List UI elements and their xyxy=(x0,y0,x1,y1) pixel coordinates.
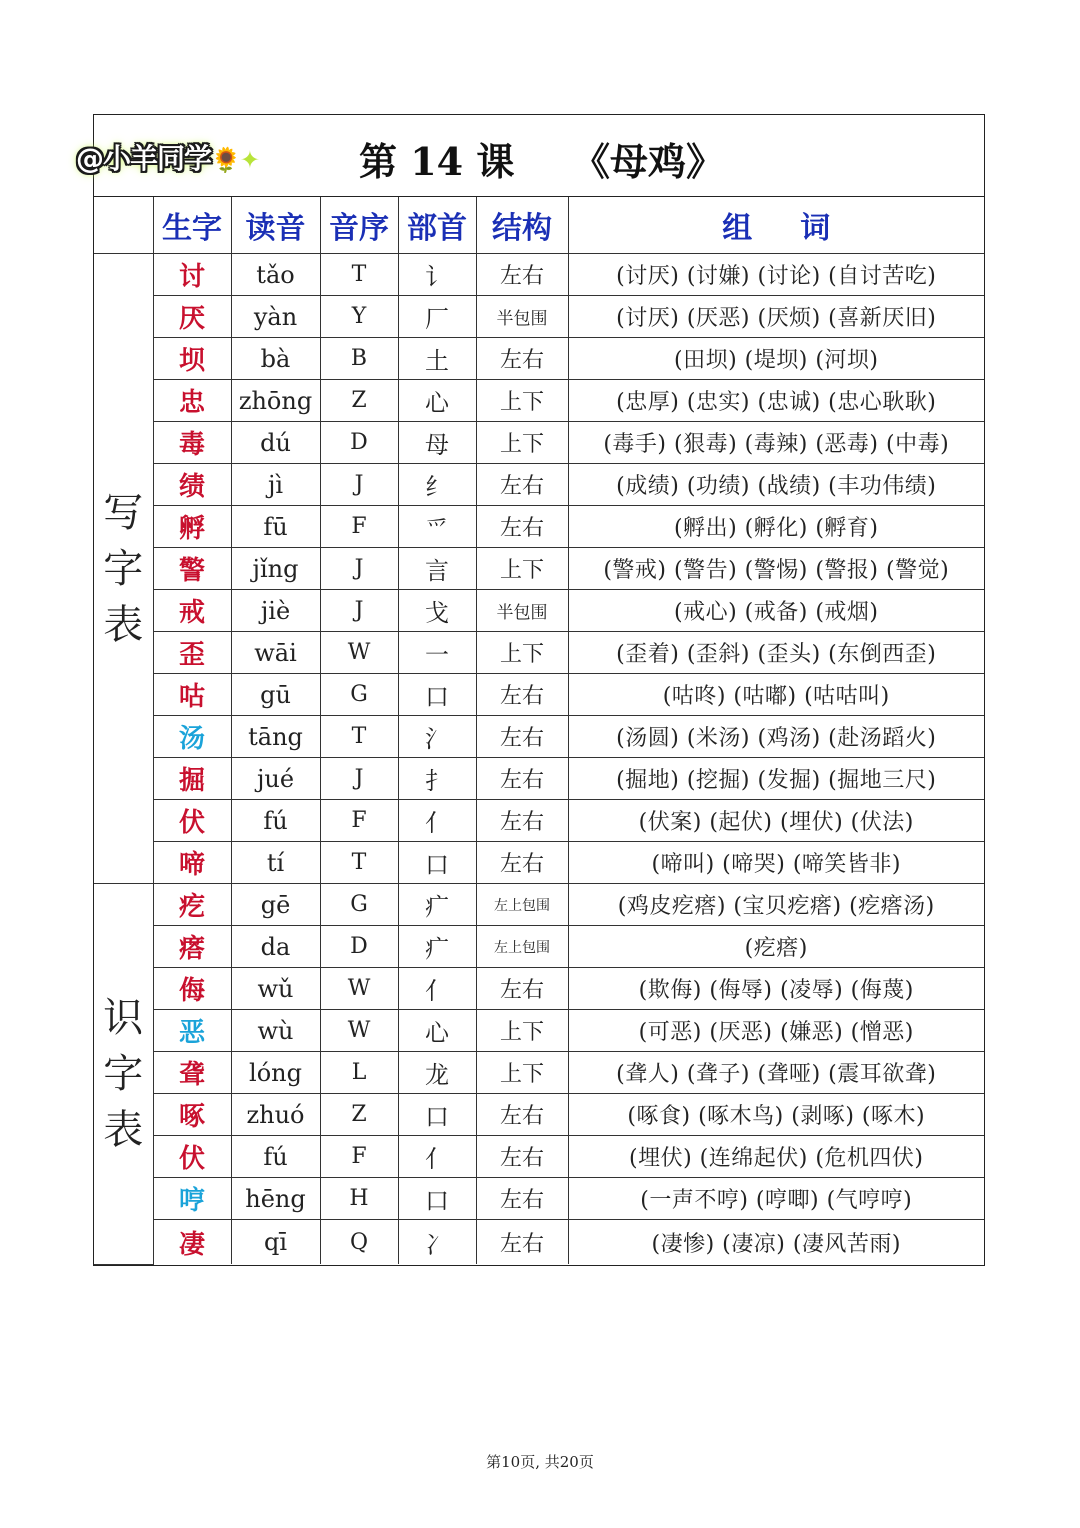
structure-cell: 左右 xyxy=(476,758,568,800)
header-char: 生字 xyxy=(153,197,231,254)
words-cell: (聋人) (聋子) (聋哑) (震耳欲聋) xyxy=(568,1052,984,1094)
char-cell: 毒 xyxy=(153,422,231,464)
words-cell: (孵出) (孵化) (孵育) xyxy=(568,506,984,548)
table-row xyxy=(94,338,984,380)
sunflower-icon: 🌻 xyxy=(211,146,240,174)
table-row xyxy=(94,548,984,590)
radical-cell: 龙 xyxy=(398,1052,476,1094)
char-cell: 掘 xyxy=(153,758,231,800)
order-cell: W xyxy=(320,1010,398,1052)
structure-cell: 左上包围 xyxy=(476,884,568,926)
table-row xyxy=(94,422,984,464)
order-cell: W xyxy=(320,968,398,1010)
structure-cell: 上下 xyxy=(476,1010,568,1052)
order-cell: Y xyxy=(320,296,398,338)
structure-cell: 左右 xyxy=(476,464,568,506)
order-cell: D xyxy=(320,422,398,464)
pinyin-cell: dú xyxy=(231,422,320,464)
structure-cell: 半包围 xyxy=(476,590,568,632)
char-cell: 厌 xyxy=(153,296,231,338)
table-row xyxy=(94,800,984,842)
order-cell: Z xyxy=(320,380,398,422)
structure-cell: 左右 xyxy=(476,1220,568,1265)
structure-cell: 上下 xyxy=(476,380,568,422)
words-cell: (掘地) (挖掘) (发掘) (掘地三尺) xyxy=(568,758,984,800)
structure-cell: 左右 xyxy=(476,1094,568,1136)
structure-cell: 上下 xyxy=(476,548,568,590)
char-cell: 孵 xyxy=(153,506,231,548)
char-cell: 坝 xyxy=(153,338,231,380)
pinyin-cell: jiè xyxy=(231,590,320,632)
pinyin-cell: lóng xyxy=(231,1052,320,1094)
char-cell: 汤 xyxy=(153,716,231,758)
pinyin-cell: bà xyxy=(231,338,320,380)
words-cell: (警戒) (警告) (警惕) (警报) (警觉) xyxy=(568,548,984,590)
order-cell: Q xyxy=(320,1220,398,1265)
table-row xyxy=(94,926,984,968)
radical-cell: 爫 xyxy=(398,506,476,548)
order-cell: W xyxy=(320,632,398,674)
words-cell: (可恶) (厌恶) (嫌恶) (憎恶) xyxy=(568,1010,984,1052)
words-cell: (啄食) (啄木鸟) (剥啄) (啄木) xyxy=(568,1094,984,1136)
table-row xyxy=(94,254,984,296)
char-cell: 侮 xyxy=(153,968,231,1010)
words-cell: (鸡皮疙瘩) (宝贝疙瘩) (疙瘩汤) xyxy=(568,884,984,926)
vocabulary-table xyxy=(94,197,984,1265)
char-cell: 哼 xyxy=(153,1178,231,1220)
structure-cell: 左右 xyxy=(476,674,568,716)
header-words xyxy=(568,197,984,254)
char-cell: 忠 xyxy=(153,380,231,422)
order-cell: J xyxy=(320,548,398,590)
words-cell: (忠厚) (忠实) (忠诚) (忠心耿耿) xyxy=(568,380,984,422)
section-char: 识 xyxy=(103,994,144,1041)
author-watermark xyxy=(76,137,259,177)
order-cell: F xyxy=(320,506,398,548)
pinyin-cell: gū xyxy=(231,674,320,716)
table-row xyxy=(94,632,984,674)
char-cell: 瘩 xyxy=(153,926,231,968)
radical-cell: 口 xyxy=(398,674,476,716)
words-cell: (戒心) (戒备) (戒烟) xyxy=(568,590,984,632)
structure-cell: 上下 xyxy=(476,1052,568,1094)
pinyin-cell: jì xyxy=(231,464,320,506)
structure-cell: 左右 xyxy=(476,968,568,1010)
char-cell: 伏 xyxy=(153,1136,231,1178)
radical-cell: 亻 xyxy=(398,1136,476,1178)
words-cell: (田坝) (堤坝) (河坝) xyxy=(568,338,984,380)
section-write-label xyxy=(94,254,153,884)
structure-cell: 左右 xyxy=(476,1178,568,1220)
pinyin-cell: jué xyxy=(231,758,320,800)
section-char: 字 xyxy=(103,1050,144,1097)
order-cell: F xyxy=(320,800,398,842)
table-row xyxy=(94,590,984,632)
order-cell: Z xyxy=(320,1094,398,1136)
table-row xyxy=(94,296,984,338)
order-cell: L xyxy=(320,1052,398,1094)
structure-cell: 左右 xyxy=(476,800,568,842)
pinyin-cell: tāng xyxy=(231,716,320,758)
sparkle-icon: ✦ xyxy=(239,146,260,174)
radical-cell: 心 xyxy=(398,1010,476,1052)
radical-cell: 母 xyxy=(398,422,476,464)
order-cell: T xyxy=(320,716,398,758)
order-cell: G xyxy=(320,884,398,926)
structure-cell: 左右 xyxy=(476,338,568,380)
table-row xyxy=(94,968,984,1010)
structure-cell: 左上包围 xyxy=(476,926,568,968)
char-cell: 恶 xyxy=(153,1010,231,1052)
words-cell: (啼叫) (啼哭) (啼笑皆非) xyxy=(568,842,984,884)
char-cell: 疙 xyxy=(153,884,231,926)
radical-cell: 厂 xyxy=(398,296,476,338)
radical-cell: 氵 xyxy=(398,716,476,758)
radical-cell: 口 xyxy=(398,1178,476,1220)
order-cell: T xyxy=(320,254,398,296)
radical-cell: 口 xyxy=(398,842,476,884)
radical-cell: 言 xyxy=(398,548,476,590)
words-cell: (汤圆) (米汤) (鸡汤) (赴汤蹈火) xyxy=(568,716,984,758)
pinyin-cell: zhuó xyxy=(231,1094,320,1136)
char-cell: 伏 xyxy=(153,800,231,842)
table-row xyxy=(94,1220,984,1265)
char-cell: 绩 xyxy=(153,464,231,506)
order-cell: D xyxy=(320,926,398,968)
order-cell: H xyxy=(320,1178,398,1220)
pinyin-cell: fú xyxy=(231,800,320,842)
table-row xyxy=(94,1052,984,1094)
pinyin-cell: wǔ xyxy=(231,968,320,1010)
pinyin-cell: tí xyxy=(231,842,320,884)
words-cell: (伏案) (起伏) (埋伏) (伏法) xyxy=(568,800,984,842)
radical-cell: 亻 xyxy=(398,968,476,1010)
words-cell: (讨厌) (讨嫌) (讨论) (自讨苦吃) xyxy=(568,254,984,296)
pinyin-cell: gē xyxy=(231,884,320,926)
words-cell: (咕咚) (咕嘟) (咕咕叫) xyxy=(568,674,984,716)
structure-cell: 半包围 xyxy=(476,296,568,338)
table-row xyxy=(94,1094,984,1136)
order-cell: B xyxy=(320,338,398,380)
structure-cell: 左右 xyxy=(476,1136,568,1178)
header-row xyxy=(94,197,984,254)
char-cell: 戒 xyxy=(153,590,231,632)
pinyin-cell: tǎo xyxy=(231,254,320,296)
words-cell: (埋伏) (连绵起伏) (危机四伏) xyxy=(568,1136,984,1178)
table-row xyxy=(94,506,984,548)
vocabulary-sheet xyxy=(76,114,985,1266)
pinyin-cell: yàn xyxy=(231,296,320,338)
order-cell: J xyxy=(320,758,398,800)
header-radical: 部首 xyxy=(398,197,476,254)
radical-cell: 一 xyxy=(398,632,476,674)
header-order: 音序 xyxy=(320,197,398,254)
radical-cell: 心 xyxy=(398,380,476,422)
header-pinyin: 读音 xyxy=(231,197,320,254)
section-char: 表 xyxy=(103,1106,144,1153)
words-cell: (疙瘩) xyxy=(568,926,984,968)
radical-cell: 扌 xyxy=(398,758,476,800)
words-cell: (一声不哼) (哼唧) (气哼哼) xyxy=(568,1178,984,1220)
pinyin-cell: qī xyxy=(231,1220,320,1265)
lesson-number: 第 14 课 xyxy=(359,139,515,184)
page-footer: 第10页, 共20页 xyxy=(486,1453,594,1471)
table-row xyxy=(94,758,984,800)
char-cell: 啼 xyxy=(153,842,231,884)
pinyin-cell: zhōng xyxy=(231,380,320,422)
table-row xyxy=(94,716,984,758)
order-cell: G xyxy=(320,674,398,716)
table-row xyxy=(94,1136,984,1178)
pinyin-cell: da xyxy=(231,926,320,968)
structure-cell: 左右 xyxy=(476,842,568,884)
radical-cell: 冫 xyxy=(398,1220,476,1265)
table-row xyxy=(94,842,984,884)
order-cell: F xyxy=(320,1136,398,1178)
order-cell: J xyxy=(320,590,398,632)
char-cell: 聋 xyxy=(153,1052,231,1094)
structure-cell: 左右 xyxy=(476,506,568,548)
radical-cell: 讠 xyxy=(398,254,476,296)
radical-cell: 疒 xyxy=(398,884,476,926)
radical-cell: 土 xyxy=(398,338,476,380)
radical-cell: 戈 xyxy=(398,590,476,632)
radical-cell: 纟 xyxy=(398,464,476,506)
section-char: 字 xyxy=(103,545,144,592)
table-row xyxy=(94,464,984,506)
words-cell: (成绩) (功绩) (战绩) (丰功伟绩) xyxy=(568,464,984,506)
radical-cell: 疒 xyxy=(398,926,476,968)
radical-cell: 口 xyxy=(398,1094,476,1136)
watermark-text: @小羊同学 xyxy=(76,142,212,175)
header-words-a: 组 xyxy=(722,211,753,246)
words-cell: (欺侮) (侮辱) (凌辱) (侮蔑) xyxy=(568,968,984,1010)
pinyin-cell: wāi xyxy=(231,632,320,674)
pinyin-cell: jǐng xyxy=(231,548,320,590)
radical-cell: 亻 xyxy=(398,800,476,842)
char-cell: 啄 xyxy=(153,1094,231,1136)
structure-cell: 上下 xyxy=(476,422,568,464)
order-cell: J xyxy=(320,464,398,506)
words-cell: (讨厌) (厌恶) (厌烦) (喜新厌旧) xyxy=(568,296,984,338)
pinyin-cell: wù xyxy=(231,1010,320,1052)
table-row xyxy=(94,1178,984,1220)
table-row xyxy=(94,380,984,422)
char-cell: 讨 xyxy=(153,254,231,296)
structure-cell: 左右 xyxy=(476,254,568,296)
section-char: 表 xyxy=(103,601,144,648)
words-cell: (歪着) (歪斜) (歪头) (东倒西歪) xyxy=(568,632,984,674)
words-cell: (凄惨) (凄凉) (凄风苦雨) xyxy=(568,1220,984,1265)
header-words-b: 词 xyxy=(800,211,831,246)
structure-cell: 左右 xyxy=(476,716,568,758)
lesson-name: 《母鸡》 xyxy=(572,139,725,184)
char-cell: 歪 xyxy=(153,632,231,674)
char-cell: 咕 xyxy=(153,674,231,716)
title-row xyxy=(76,115,984,197)
table-row xyxy=(94,1010,984,1052)
header-blank xyxy=(94,197,153,254)
order-cell: T xyxy=(320,842,398,884)
pinyin-cell: hēng xyxy=(231,1178,320,1220)
section-recognize-label xyxy=(94,884,153,1265)
header-structure: 结构 xyxy=(476,197,568,254)
pinyin-cell: fú xyxy=(231,1136,320,1178)
pinyin-cell: fū xyxy=(231,506,320,548)
char-cell: 警 xyxy=(153,548,231,590)
words-cell: (毒手) (狠毒) (毒辣) (恶毒) (中毒) xyxy=(568,422,984,464)
section-char: 写 xyxy=(103,489,144,536)
char-cell: 凄 xyxy=(153,1220,231,1265)
table-row xyxy=(94,884,984,926)
structure-cell: 上下 xyxy=(476,632,568,674)
table-row xyxy=(94,674,984,716)
